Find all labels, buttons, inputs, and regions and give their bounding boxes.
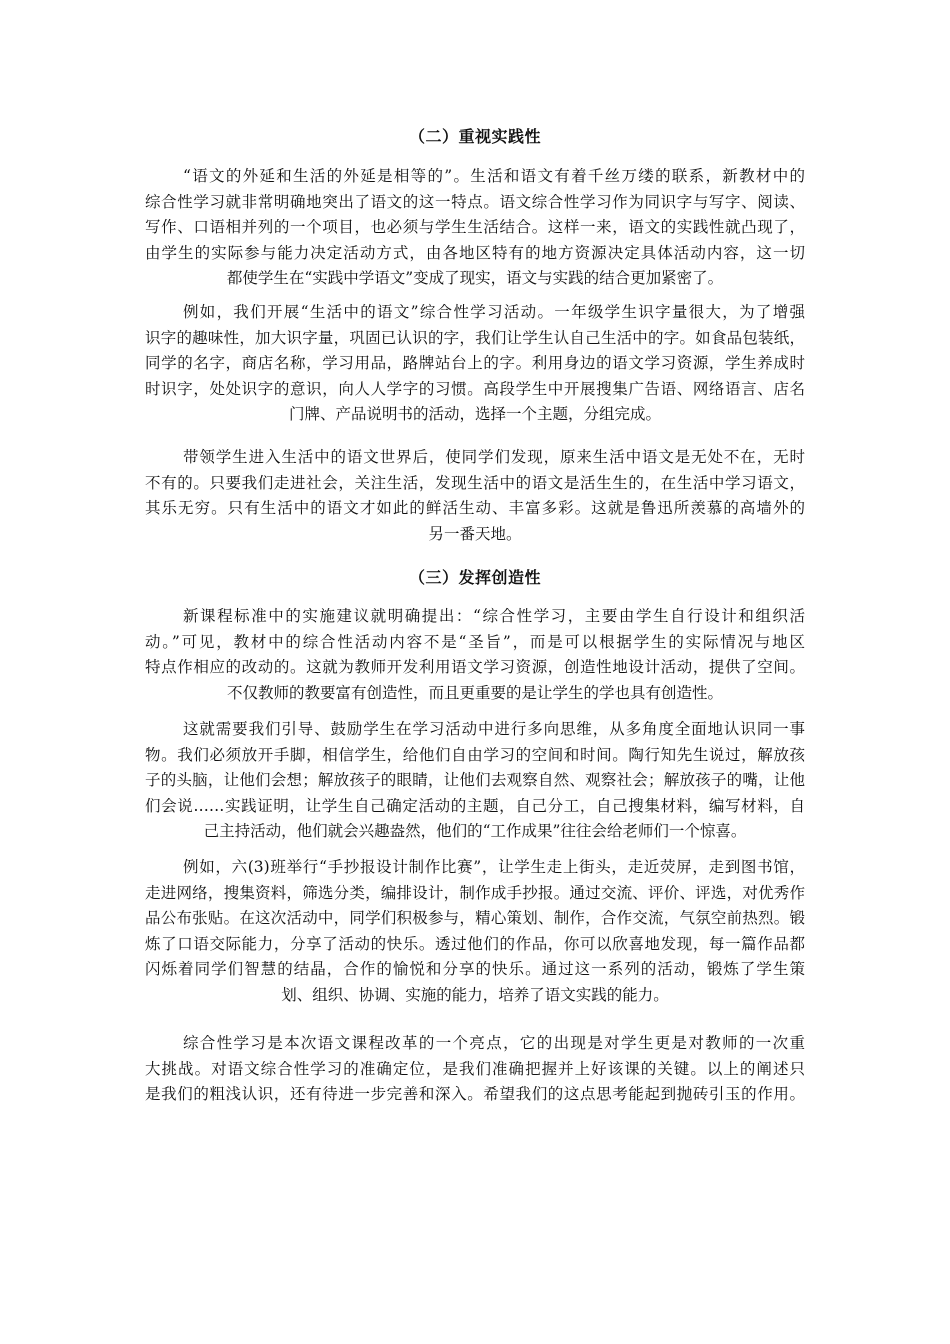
section-heading-practice: （二）重视实践性 [408, 127, 541, 146]
text-line: 炼了口语交际能力，分享了活动的快乐。透过他们的作品，你可以欣喜地发现，每一篇作品都 [145, 934, 805, 953]
text-line: 写作、口语相并列的一个项目，也必须与学生生活结合。这样一来，语文的实践性就凸现了， [145, 218, 805, 236]
text-line: 其乐无穷。只有生活中的语文才如此的鲜活生动、丰富多彩。这就是鲁迅所羡慕的高墙外的 [145, 499, 805, 517]
text-line: 新课程标准中的实施建议就明确提出：“综合性学习，主要由学生自行设计和组织活 [183, 607, 805, 625]
text-line: 划、组织、协调、实施的能力，培养了语文实践的能力。 [281, 985, 669, 1004]
text-line: 物。我们必须放开手脚，相信学生，给他们自由学习的空间和时间。陶行知先生说过，解放孩 [145, 745, 805, 764]
section-heading-creativity: （三）发挥创造性 [408, 568, 541, 587]
text-line: 时识字，处处识字的意识，向人人学字的习惯。高段学生中开展搜集广告语、网络语言、店名 [145, 379, 805, 398]
paragraph [145, 604, 805, 706]
text-line: 己主持活动，他们就会兴趣盎然，他们的“工作成果”往往会给老师们一个惊喜。 [203, 822, 747, 840]
paragraph [145, 855, 805, 1008]
text-line: 这就需要我们引导、鼓励学生在学习活动中进行多向思维，从多角度全面地认识同一事 [183, 720, 805, 738]
text-line: 由学生的实际参与能力决定活动方式，由各地区特有的地方资源决定具体活动内容，这一切 [145, 243, 805, 262]
text-line: 例如，我们开展“生活中的语文”综合性学习活动。一年级学生识字量很大，为了增强 [183, 303, 805, 321]
paragraph [145, 1031, 805, 1108]
text-line: 大挑战。对语文综合性学习的准确定位，是我们准确把握并上好该课的关键。以上的阐述只 [145, 1059, 805, 1078]
text-line: 品公布张贴。在这次活动中，同学们积极参与，精心策划、制作，合作交流，气氛空前热烈。锻 [145, 909, 805, 927]
text-line: 门牌、产品说明书的活动，选择一个主题，分组完成。 [288, 405, 661, 423]
text-line: 闪烁着同学们智慧的结晶，合作的愉悦和分享的快乐。通过这一系列的活动，锻炼了学生策 [145, 960, 805, 978]
text-line: “语文的外延和生活的外延是相等的”。生活和语文有着千丝万缕的联系，新教材中的 [183, 167, 805, 185]
text-line: 们会说……实践证明，让学生自己确定活动的主题，自己分工，自己搜集材料，编写材料，自 [145, 796, 805, 815]
text-line: 是我们的粗浅认识，还有待进一步完善和深入。希望我们的这点思考能起到抛砖引玉的作用。 [145, 1085, 805, 1103]
text-line: 另一番天地。 [428, 524, 522, 543]
text-line: 子的头脑，让他们会想；解放孩子的眼睛，让他们去观察自然、观察社会；解放孩子的嘴，让他 [145, 771, 805, 789]
text-line: 例如，六(3)班举行“手抄报设计制作比赛”，让学生走上街头，走近荧屏，走到图书馆， [183, 858, 805, 876]
text-line: 动。”可见，教材中的综合性活动内容不是“圣旨”，而是可以根据学生的实际情况与地区 [145, 632, 805, 651]
paragraph [145, 164, 805, 292]
paragraph [145, 445, 805, 547]
text-line: 综合性学习是本次语文课程改革的一个亮点，它的出现是对学生更是对教师的一次重 [183, 1034, 805, 1052]
text-line: 带领学生进入生活中的语文世界后，使同学们发现，原来生活中语文是无处不在，无时 [183, 448, 805, 466]
text-line: 不仅教师的教要富有创造性，而且更重要的是让学生的学也具有创造性。 [226, 683, 723, 702]
paragraph [145, 300, 805, 428]
text-line: 都使学生在“实践中学语文”变成了现实，语文与实践的结合更加紧密了。 [226, 269, 724, 287]
text-line: 不有的。只要我们走进社会，关注生活，发现生活中的语文是活生生的，在生活中学习语文， [145, 473, 805, 492]
text-line: 综合性学习就非常明确地突出了语文的这一特点。语文综合性学习作为同识字与写字、阅读、 [145, 192, 805, 211]
text-line: 走进网络，搜集资料，筛选分类，编排设计，制作成手抄报。通过交流、评价、评选，对优秀作 [145, 883, 805, 902]
paragraph [145, 717, 805, 845]
text-line: 识字的趣味性，加大识字量，巩固已认识的字，我们让学生认自己生活中的字。如食品包装纸， [145, 328, 805, 347]
text-line: 特点作相应的改动的。这就为教师开发利用语文学习资源，创造性地设计活动，提供了空间。 [145, 658, 805, 676]
text-line: 同学的名字，商店名称，学习用品，路牌站台上的字。利用身边的语文学习资源，学生养成时 [145, 354, 805, 372]
